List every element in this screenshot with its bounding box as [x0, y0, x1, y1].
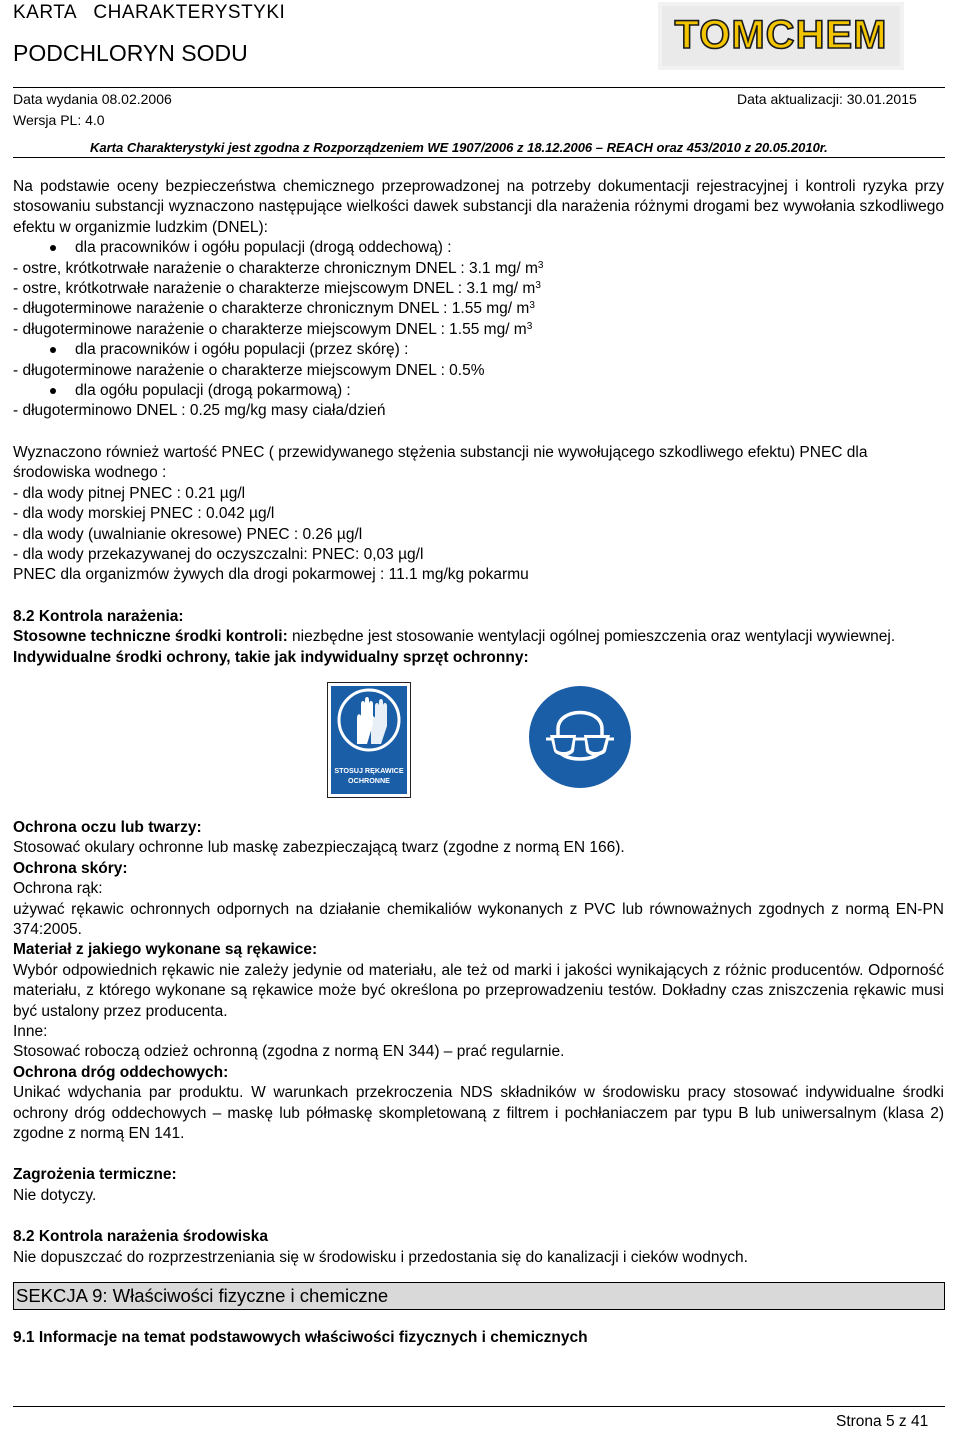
dnel-intro: Na podstawie oceny bezpieczeństwa chemicznego przeprowadzonej na potrzeby dokumentacji rejestracyjnej i kontroli ryzyka przy stosowaniu substancji wyznaczono następujące wielkości dawek substancji dla narażenia różnymi drogami bez wywołania szkodliwego efektu w organizmie ludzkim (DNEL):: [13, 178, 944, 236]
goggles-sign: [528, 685, 632, 795]
ppe-title: Indywidualne środki ochrony, takie jak indywidualny sprzęt ochronny:: [13, 648, 529, 666]
respiratory-text: Unikać wdychania par produktu. W warunkach przekroczenia NDS składników w środowisku pracy stosować indywidualne środki ochrony dróg oddechowych – maskę lub półmaskę skompletowaną z filtrem i pochłaniaczem par typu B lub uniwersalnym (klasa 2) zgodne z normą EN 141.: [13, 1084, 944, 1143]
respiratory-title: Ochrona dróg oddechowych:: [13, 1063, 229, 1081]
thermal-text: Nie dotyczy.: [13, 1186, 97, 1204]
other-text: Stosować roboczą odzież ochronną (zgodna z normą EN 344) – prać regularnie.: [13, 1043, 565, 1061]
update-date: Data aktualizacji: 30.01.2015: [737, 91, 917, 107]
glove-icon: [357, 697, 387, 744]
section-9-1-title: 9.1 Informacje na temat podstawowych właściwości fizycznych i chemicznych: [13, 1329, 588, 1347]
hand-protection-label: Ochrona rąk:: [13, 880, 103, 898]
technical-controls: Stosowne techniczne środki kontroli: niezbędne jest stosowanie wentylacji ogólnej pomieszczenia oraz wentylacji wywiewnej.: [13, 628, 896, 646]
section-9-header: SEKCJA 9: Właściwości fizyczne i chemiczne: [13, 1282, 945, 1310]
issue-date: Data wydania 08.02.2006: [13, 91, 172, 107]
gloves-sign-line1: STOSUJ RĘKAWICE: [334, 765, 404, 775]
glove-material-text: Wybór odpowiednich rękawic nie zależy jedynie od materiału, ale też od marki i jakości wynikających z różnic producentów. Odporność materiału, z którego wykonane są rękawice może być określona po przeprowadzeniu testów. Dokładny czas zniszczenia rękawic musi być ustalony przez producenta.: [13, 961, 944, 1020]
environment-title: 8.2 Kontrola narażenia środowiska: [13, 1228, 268, 1246]
document-type: KARTA CHARAKTERYSTYKI: [13, 2, 286, 23]
eye-protection-title: Ochrona oczu lub twarzy:: [13, 818, 202, 836]
page-content: [13, 177, 944, 1348]
glove-material-title: Materiał z jakiego wykonane są rękawice:: [13, 941, 318, 959]
pnec-line: - dla wody przekazywanej do oczyszczalni: PNEC: 0,03 µg/l: [13, 545, 424, 563]
skin-protection-title: Ochrona skóry:: [13, 859, 128, 877]
section-8-2-title: 8.2 Kontrola narażenia:: [13, 607, 184, 625]
dnel-line: - długoterminowe narażenie o charakterze miejscowym DNEL : 0.5%: [13, 361, 485, 379]
pnec-line: - dla wody morskiej PNEC : 0.042 µg/l: [13, 505, 275, 523]
dnel-line: - długoterminowo DNEL : 0.25 mg/kg masy ciała/dzień: [13, 402, 386, 420]
gloves-sign-line2: OCHRONNE: [348, 775, 390, 785]
pnec-intro: Wyznaczono również wartość PNEC ( przewidywanego stężenia substancji nie wywołującego szkodliwego efektu) PNEC dla środowiska wodnego :: [13, 443, 868, 482]
other-label: Inne:: [13, 1023, 48, 1040]
hand-protection-text: używać rękawic ochronnych odpornych na działanie chemikaliów wykonanych z PVC lub równoważnych zgodnych z normą EN-PN 374:2005.: [13, 900, 944, 938]
pnec-line: PNEC dla organizmów żywych dla drogi pokarmowej : 11.1 mg/kg pokarmu: [13, 566, 529, 584]
version: Wersja PL: 4.0: [13, 112, 105, 128]
pnec-line: - dla wody (uwalnianie okresowe) PNEC : 0.26 µg/l: [13, 525, 363, 543]
dnel-bullet-oral: dla ogółu populacji (drogą pokarmową) :: [13, 381, 944, 401]
dnel-line: - długoterminowe narażenie o charakterze chronicznym DNEL : 1.55 mg/ $m^3$: [13, 300, 535, 318]
footer-divider: [13, 1406, 945, 1407]
environment-text: Nie dopuszczać do rozprzestrzeniania się w środowisku i przedostania się do kanalizacji i cieków wodnych.: [13, 1248, 748, 1266]
ppe-pictograms: [13, 668, 944, 818]
gloves-sign: [327, 682, 411, 804]
dnel-line: - ostre, krótkotrwałe narażenie o charakterze chronicznym DNEL : 3.1 mg/ $m^3$: [13, 259, 544, 277]
page-number: Strona 5 z 41: [836, 1413, 929, 1430]
pnec-line: - dla wody pitnej PNEC : 0.21 µg/l: [13, 484, 246, 502]
dnel-bullet-skin: dla pracowników i ogółu populacji (przez skórę) :: [13, 340, 944, 360]
thermal-title: Zagrożenia termiczne:: [13, 1166, 177, 1184]
header-divider: [13, 87, 945, 88]
dnel-line: - ostre, krótkotrwałe narażenie o charakterze miejscowym DNEL : 3.1 mg/ $m^3$: [13, 280, 541, 298]
dnel-bullet-inhalation: dla pracowników i ogółu populacji (drogą oddechową) :: [13, 238, 944, 258]
tomchem-logo: [658, 2, 904, 70]
svg-text:TOMCHEM: TOMCHEM: [674, 13, 888, 57]
header-divider-bottom: [13, 157, 945, 158]
dnel-line: - długoterminowe narażenie o charakterze miejscowym DNEL : 1.55 mg/ $m^3$: [13, 320, 533, 338]
regulation-note: Karta Charakterystyki jest zgodna z Rozporządzeniem WE 1907/2006 z 18.12.2006 – REACH oraz 453/2010 z 20.05.2010r.: [90, 140, 828, 155]
eye-protection-text: Stosować okulary ochronne lub maskę zabezpieczającą twarz (zgodne z normą EN 166).: [13, 839, 625, 857]
product-name: PODCHLORYN SODU: [13, 40, 248, 66]
